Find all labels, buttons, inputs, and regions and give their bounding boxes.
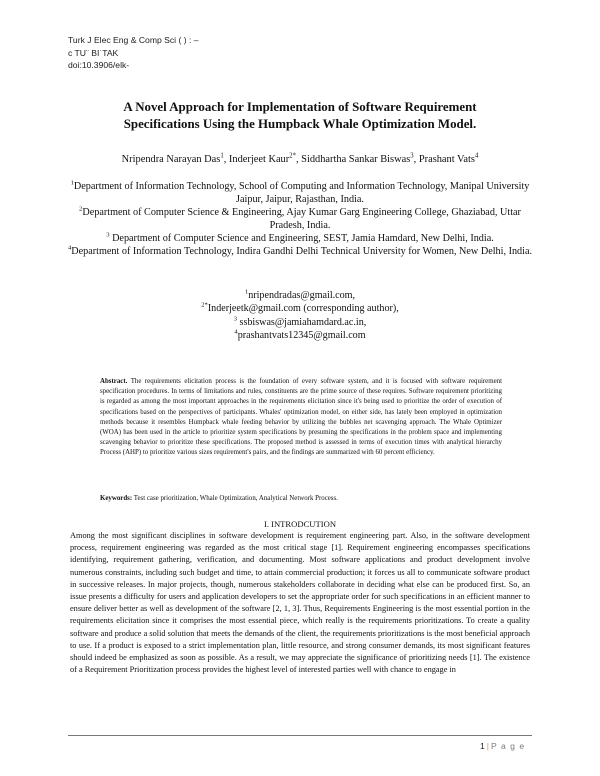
email-mark: 1 (244, 288, 249, 296)
email-entry (150, 316, 450, 329)
page-footer (480, 741, 540, 752)
title-line-1: A Novel Approach for Implementation of Software Requirement (123, 100, 477, 114)
affiliation (64, 181, 536, 207)
affiliation-text: Department of Computer Science & Engineering, Ajay Kumar Garg Engineering College, Ghaziabad, Uttar Pradesh, India. (82, 206, 521, 231)
author-mark: 2* (289, 152, 296, 160)
affiliation-text: Department of Computer Science and Engineering, SEST, Jamia Hamdard, New Delhi, India. (109, 232, 494, 244)
affiliation (64, 246, 536, 259)
abstract-text: The requirements elicitation process is the foundation of every software system, and it is focused with software requirement specification procedures. In terms of limitations and rules, constituents are the prime source of these requires. Software requirement prioritizing is regarded as among the most important approaches in the requirements elicitation since it's being used to prioritize the order of execution of specifications based on the perspectives of participants. Whales' optimization model, on either side, has lately been employed in optimization methods because it resembles Humpback whale feeding behavior by utilizing the bubbles net scavenging approach. The Whale Optimizer (WOA) has been used in the article to prioritize system specifications by presuming the specifications in the problem space and implementing scavenging behavior to prioritize these specifications. The proposed method is assessed in terms of execution times with analytical hierarchy Process (AHP) to prioritize various sizes requirement's pairs, and the findings are summarized with 60 percent efficiency. (100, 378, 502, 457)
author-separator: , (223, 154, 229, 165)
author-name: Nripendra Narayan Das (121, 154, 221, 165)
section-heading: I. INTRODCUTION (263, 519, 337, 529)
footer-divider (68, 735, 532, 736)
email-text: nripendradas@gmail.com, (248, 290, 356, 301)
affiliation (64, 207, 536, 233)
affiliation-mark: 3 (106, 231, 110, 239)
author-mark: 3 (410, 152, 414, 160)
abstract-label: Abstract. (100, 378, 128, 385)
email-list (150, 289, 450, 343)
affiliation-mark: 2 (79, 205, 83, 213)
affiliation-text: Department of Information Technology, School of Computing and Information Technology, Manipal University Jaipur, Jaipur, Rajasthan, India. (73, 181, 530, 205)
affiliation (64, 233, 536, 246)
email-mark: 4 (234, 328, 238, 336)
email-text: prashantvats12345@gmail.com (237, 330, 366, 342)
page-label: P a g e (491, 741, 526, 751)
author-name: Inderjeet Kaur (228, 154, 290, 165)
journal-running-header (68, 34, 368, 72)
paper-title (70, 99, 530, 133)
email-entry (150, 329, 450, 342)
keywords-text: Test case prioritization, Whale Optimization, Analytical Network Process. (132, 495, 338, 502)
copyright-line: c TU¨ BI˙TAK (68, 47, 119, 58)
author-name: Prashant Vats (418, 154, 475, 165)
keywords-label: Keywords: (100, 495, 133, 502)
keywords (100, 494, 502, 504)
email-text: Inderjeetk@gmail.com (corresponding author), (207, 303, 399, 315)
author-separator: , (413, 154, 419, 165)
author-list (40, 153, 560, 167)
introduction-paragraph: Among the most significant disciplines in software development is requirement engineering part. Also, in the software development process, requirement engineering was regarded as the most critical stage [1]. Requirement engineering encompasses specifications identifying, requirement gathering, verification, and documenting. Most software applications and product development involve numerous constraints, including such budget and time, to attain commercial production; it forces us all to communicate software product in successive releases. In major projects, though, numerous stakeholders collaborate in deciding what else can be produced first. So, an issue presents a difficulty for users and application developers to set the appropriate order for such specifications in an efficient manner to ensure deliver better as well as development of the software [2, 1, 3]. Thus, Requirements Engineering is the most essential portion in the requirements elicitation since it comprises the most essential piece, which really is the requirements prioritizations. To create a quality software and produce a solid solution that meets the demands of the client, the requirements prioritizations is the most beneficial approach to use. If a product is exposed to a strict implementation plan, little resource, and strong consumer demands, its most significant features should indeed be emphasized as soon as possible. As a result, we may appreciate the significance of prioritizing needs [1]. The existence of a Requirement Prioritization process provides the highest level of interested parties well with chance to engage in (70, 531, 530, 675)
footer-separator: | (486, 741, 490, 751)
email-entry (150, 289, 450, 302)
title-line-2: Specifications Using the Humpback Whale Optimization Model. (123, 117, 477, 131)
abstract (100, 377, 502, 459)
journal-citation: Turk J Elec Eng & Comp Sci ( ) : – (68, 35, 199, 45)
page-number: 1 (480, 741, 485, 751)
email-entry (150, 302, 450, 315)
author-name: Siddhartha Sankar Biswas (301, 154, 411, 165)
author-separator: , (295, 154, 302, 165)
email-mark: 2* (201, 302, 208, 310)
email-mark: 3 (233, 315, 237, 323)
affiliation-mark: 1 (70, 179, 74, 187)
author-mark: 4 (474, 152, 479, 160)
doi-line: doi:10.3906/elk- (68, 60, 130, 71)
affiliation-mark: 4 (67, 244, 72, 252)
email-text: ssbiswas@jamiahamdard.ac.in, (237, 316, 367, 328)
affiliation-text: Department of Information Technology, Indira Gandhi Delhi Technical University for Women, New Delhi, India. (71, 245, 533, 257)
affiliation-list (64, 181, 536, 258)
author-mark: 1 (220, 152, 224, 160)
